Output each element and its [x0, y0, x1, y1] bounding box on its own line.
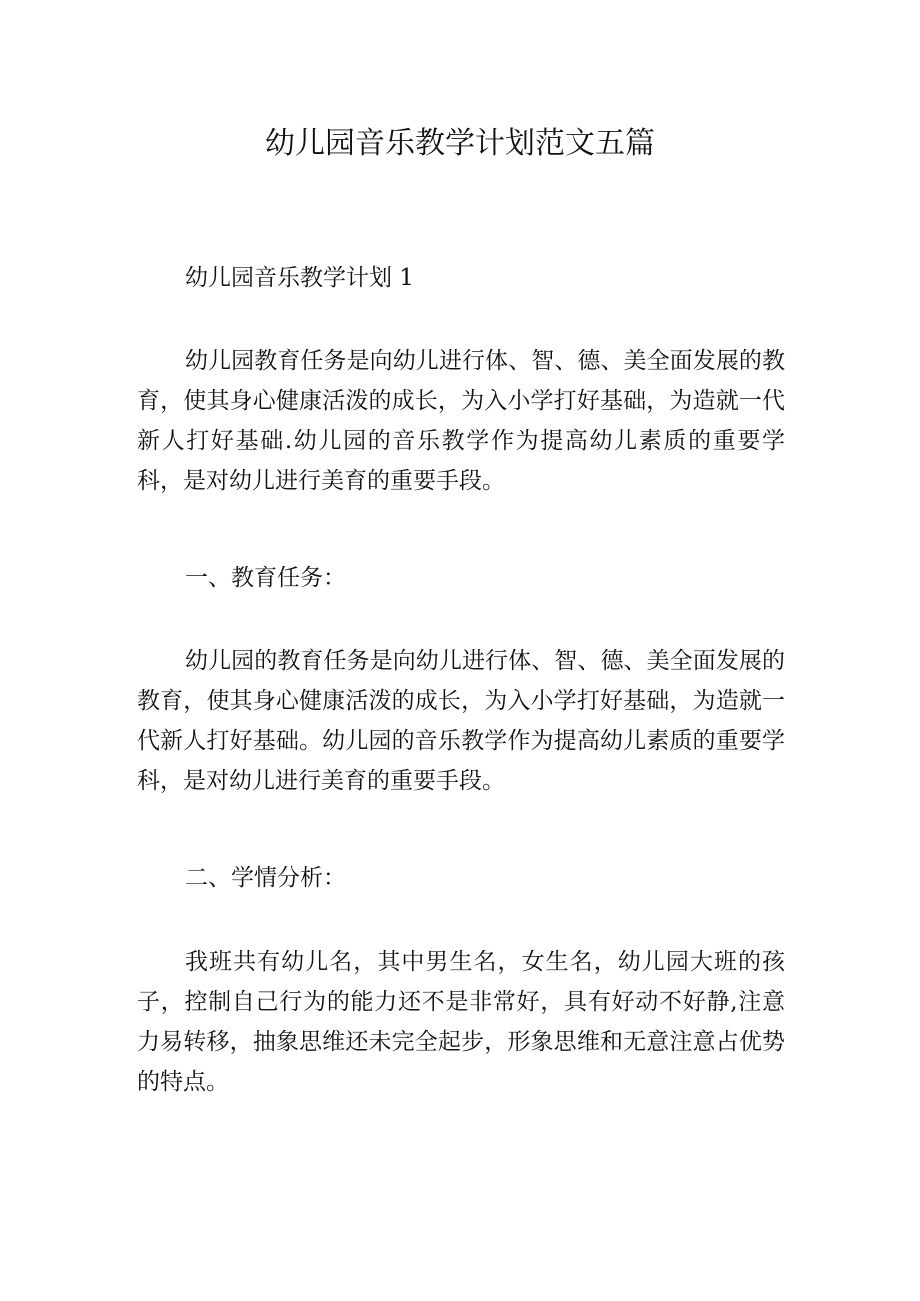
learning-analysis-paragraph: 我班共有幼儿名，其中男生名，女生名，幼儿园大班的孩子，控制自己行为的能力还不是非常好，具有好动不好静,注意力易转移，抽象思维还未完全起步，形象思维和无意注意占优势的特点。: [137, 949, 785, 1095]
section-title: 幼儿园音乐教学计划 1: [185, 265, 414, 291]
heading-learning-analysis: 二、学情分析：: [185, 865, 346, 891]
education-task-paragraph: 幼儿园的教育任务是向幼儿进行体、智、德、美全面发展的教育，使其身心健康活泼的成长，为入小学打好基础，为造就一代新人打好基础。幼儿园的音乐教学作为提高幼儿素质的重要学科，是对幼儿进行美育的重要手段。: [137, 648, 785, 794]
document-title: 幼儿园音乐教学计划范文五篇: [265, 126, 655, 161]
heading-education-task: 一、教育任务：: [185, 565, 346, 591]
intro-paragraph: 幼儿园教育任务是向幼儿进行体、智、德、美全面发展的教育，使其身心健康活泼的成长，为入小学打好基础，为造就一代新人打好基础.幼儿园的音乐教学作为提高幼儿素质的重要学科，是对幼儿进行美育的重要手段。: [137, 348, 785, 494]
